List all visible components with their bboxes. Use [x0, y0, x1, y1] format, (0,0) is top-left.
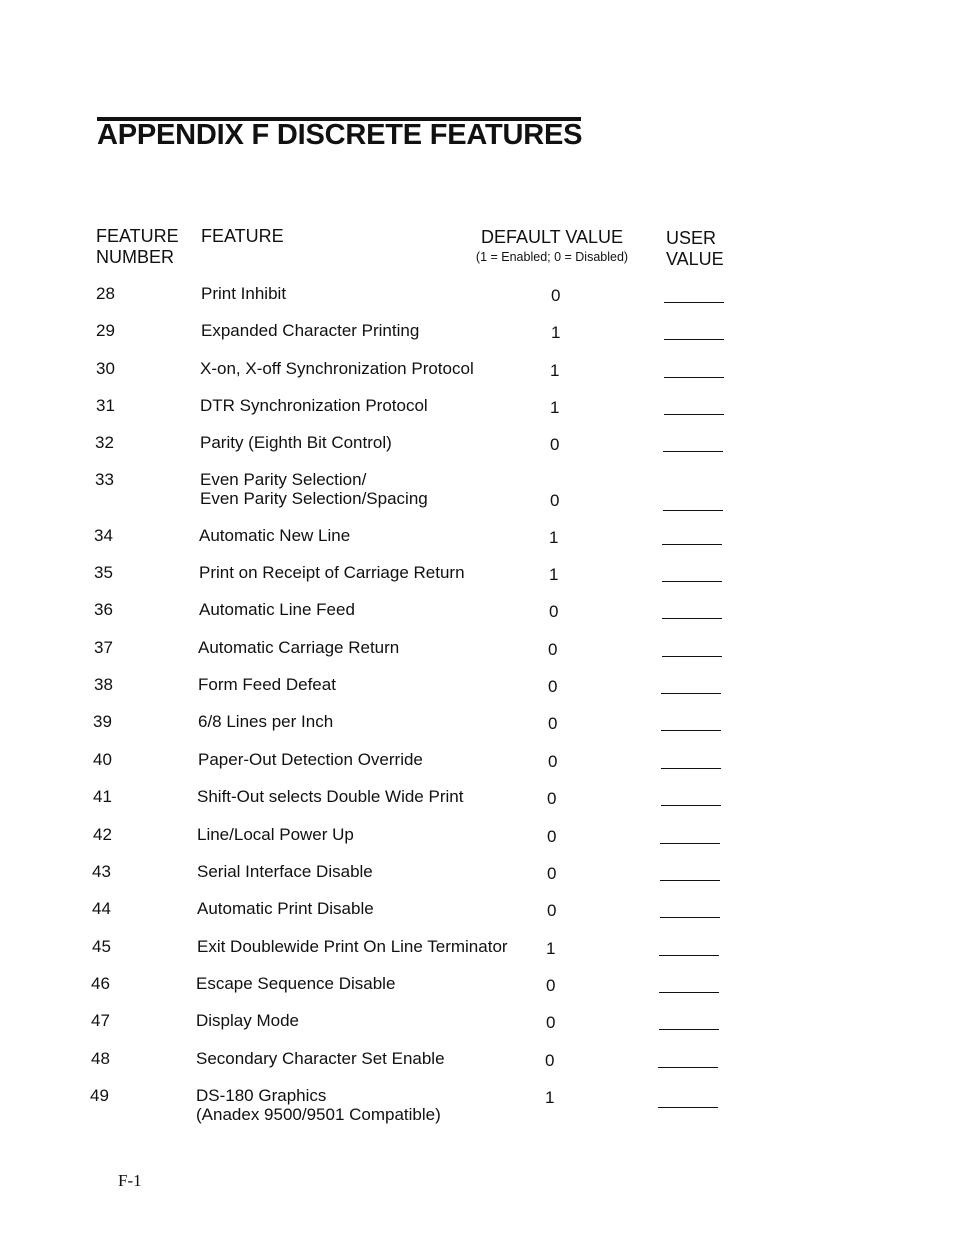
feature-name [196, 1086, 441, 1124]
feature-name-line: X-on, X-off Synchronization Protocol [200, 359, 474, 378]
feature-name-line: Automatic Print Disable [197, 899, 374, 918]
feature-name-line: Line/Local Power Up [197, 825, 354, 844]
feature-number: 45 [92, 937, 111, 956]
header-feature-number-line1: FEATURE [96, 226, 179, 246]
table-row [0, 825, 954, 855]
table-row [0, 359, 954, 389]
default-value: 0 [548, 714, 558, 733]
page-title: APPENDIX F DISCRETE FEATURES [97, 119, 583, 151]
table-row [0, 600, 954, 630]
table-row [0, 396, 954, 426]
user-value-blank [661, 805, 721, 806]
feature-name [199, 563, 465, 582]
user-value-blank [661, 768, 721, 769]
feature-number: 39 [93, 712, 112, 731]
feature-name [200, 433, 392, 452]
table-row [0, 787, 954, 817]
user-value-blank [662, 618, 722, 619]
user-value-blank [659, 992, 719, 993]
feature-name [198, 750, 423, 769]
feature-number: 41 [93, 787, 112, 806]
default-value: 1 [550, 361, 560, 380]
feature-number: 47 [91, 1011, 110, 1030]
feature-name-line: Exit Doublewide Print On Line Terminator [197, 937, 508, 956]
feature-name [197, 862, 373, 881]
table-row [0, 862, 954, 892]
default-value: 1 [549, 565, 559, 584]
feature-name-line: 6/8 Lines per Inch [198, 712, 334, 731]
default-value: 1 [551, 323, 561, 342]
feature-number: 30 [96, 359, 115, 378]
user-value-blank [658, 1107, 718, 1108]
default-value: 0 [547, 789, 557, 808]
feature-name [197, 787, 463, 806]
table-row [0, 526, 954, 556]
feature-name-line: Serial Interface Disable [197, 862, 373, 881]
default-value: 0 [545, 1051, 555, 1070]
feature-name [199, 600, 355, 619]
feature-name-line: Expanded Character Printing [201, 321, 420, 340]
table-row [0, 899, 954, 929]
feature-number: 33 [95, 470, 114, 489]
feature-name-line: Automatic Carriage Return [198, 638, 400, 657]
feature-name-line: Escape Sequence Disable [196, 974, 396, 993]
table-row [0, 1049, 954, 1079]
feature-name-line: Even Parity Selection/ [200, 470, 367, 489]
feature-name-line: DTR Synchronization Protocol [200, 396, 428, 415]
feature-number: 34 [94, 526, 113, 545]
table-row [0, 470, 954, 510]
header-default-value [466, 227, 638, 265]
table-row [0, 638, 954, 668]
default-value: 0 [547, 864, 557, 883]
table-row [0, 675, 954, 705]
user-value-blank [664, 302, 724, 303]
user-value-blank [661, 730, 721, 731]
table-row [0, 1011, 954, 1041]
user-value-blank [664, 414, 724, 415]
feature-name [196, 974, 395, 993]
feature-number: 38 [94, 675, 113, 694]
feature-number: 37 [94, 638, 113, 657]
feature-name [198, 712, 333, 731]
feature-name [200, 396, 428, 415]
feature-name-line: Secondary Character Set Enable [196, 1049, 445, 1068]
feature-number: 40 [93, 750, 112, 769]
feature-number: 48 [91, 1049, 110, 1068]
table-row [0, 974, 954, 1004]
user-value-blank [661, 693, 721, 694]
header-feature-number [96, 226, 179, 268]
default-value: 1 [550, 398, 560, 417]
feature-number: 29 [96, 321, 115, 340]
default-value: 0 [547, 901, 557, 920]
user-value-blank [662, 581, 722, 582]
default-value: 0 [551, 286, 561, 305]
user-value-blank [663, 510, 723, 511]
feature-name-line: Form Feed Defeat [198, 675, 336, 694]
default-value: 1 [549, 528, 559, 547]
table-row [0, 433, 954, 463]
user-value-blank [663, 451, 723, 452]
feature-name [196, 1049, 445, 1068]
header-default-value-label: DEFAULT VALUE [480, 227, 624, 247]
feature-name [200, 359, 474, 378]
default-value: 1 [545, 1088, 555, 1107]
table-row [0, 937, 954, 967]
feature-name [196, 1011, 299, 1030]
table-row [0, 563, 954, 593]
default-value: 0 [548, 640, 558, 659]
feature-number: 36 [94, 600, 113, 619]
header-user-value [666, 228, 724, 270]
feature-name [198, 638, 399, 657]
feature-name-line: Automatic Line Feed [199, 600, 355, 619]
user-value-blank [662, 656, 722, 657]
feature-number: 31 [96, 396, 115, 415]
default-value: 0 [546, 976, 556, 995]
user-value-blank [664, 339, 724, 340]
user-value-blank [664, 377, 724, 378]
feature-name-line: (Anadex 9500/9501 Compatible) [196, 1105, 441, 1124]
feature-name-line: Automatic New Line [199, 526, 351, 545]
header-feature: FEATURE [201, 226, 284, 246]
table-row [0, 1086, 954, 1124]
default-value: 1 [546, 939, 556, 958]
feature-name [197, 899, 374, 918]
feature-name-line: Even Parity Selection/Spacing [200, 489, 428, 508]
default-value: 0 [550, 435, 560, 454]
feature-name-line: Print on Receipt of Carriage Return [199, 563, 465, 582]
default-value: 0 [548, 752, 558, 771]
feature-number: 43 [92, 862, 111, 881]
feature-number: 35 [94, 563, 113, 582]
feature-name [197, 825, 354, 844]
table-row [0, 284, 954, 314]
user-value-blank [660, 843, 720, 844]
feature-number: 46 [91, 974, 110, 993]
feature-name-line: DS-180 Graphics [196, 1086, 327, 1105]
feature-name-line: Paper-Out Detection Override [198, 750, 423, 769]
default-value: 0 [546, 1013, 556, 1032]
user-value-blank [659, 1029, 719, 1030]
feature-name [198, 675, 336, 694]
feature-number: 32 [95, 433, 114, 452]
table-row [0, 321, 954, 351]
header-user-value-line1: USER [666, 228, 717, 248]
header-feature-number-line2: NUMBER [96, 247, 175, 267]
feature-name [199, 526, 350, 545]
user-value-blank [660, 917, 720, 918]
table-row [0, 712, 954, 742]
feature-number: 42 [93, 825, 112, 844]
page-number: F-1 [118, 1171, 142, 1190]
user-value-blank [662, 544, 722, 545]
feature-name-line: Print Inhibit [201, 284, 287, 303]
feature-number: 28 [96, 284, 115, 303]
user-value-blank [660, 880, 720, 881]
table-row [0, 750, 954, 780]
feature-number: 44 [92, 899, 111, 918]
feature-name-line: Parity (Eighth Bit Control) [200, 433, 392, 452]
header-default-value-note: (1 = Enabled; 0 = Disabled) [475, 250, 629, 264]
user-value-blank [659, 955, 719, 956]
default-value: 0 [547, 827, 557, 846]
feature-name [201, 321, 419, 340]
default-value: 0 [550, 491, 560, 510]
user-value-blank [658, 1067, 718, 1068]
feature-name-line: Display Mode [196, 1011, 299, 1030]
default-value: 0 [549, 602, 559, 621]
feature-name-line: Shift-Out selects Double Wide Print [197, 787, 464, 806]
feature-number: 49 [90, 1086, 109, 1105]
feature-name [200, 470, 428, 508]
default-value: 0 [548, 677, 558, 696]
feature-name [197, 937, 508, 956]
header-user-value-line2: VALUE [666, 249, 724, 269]
feature-name [201, 284, 286, 303]
